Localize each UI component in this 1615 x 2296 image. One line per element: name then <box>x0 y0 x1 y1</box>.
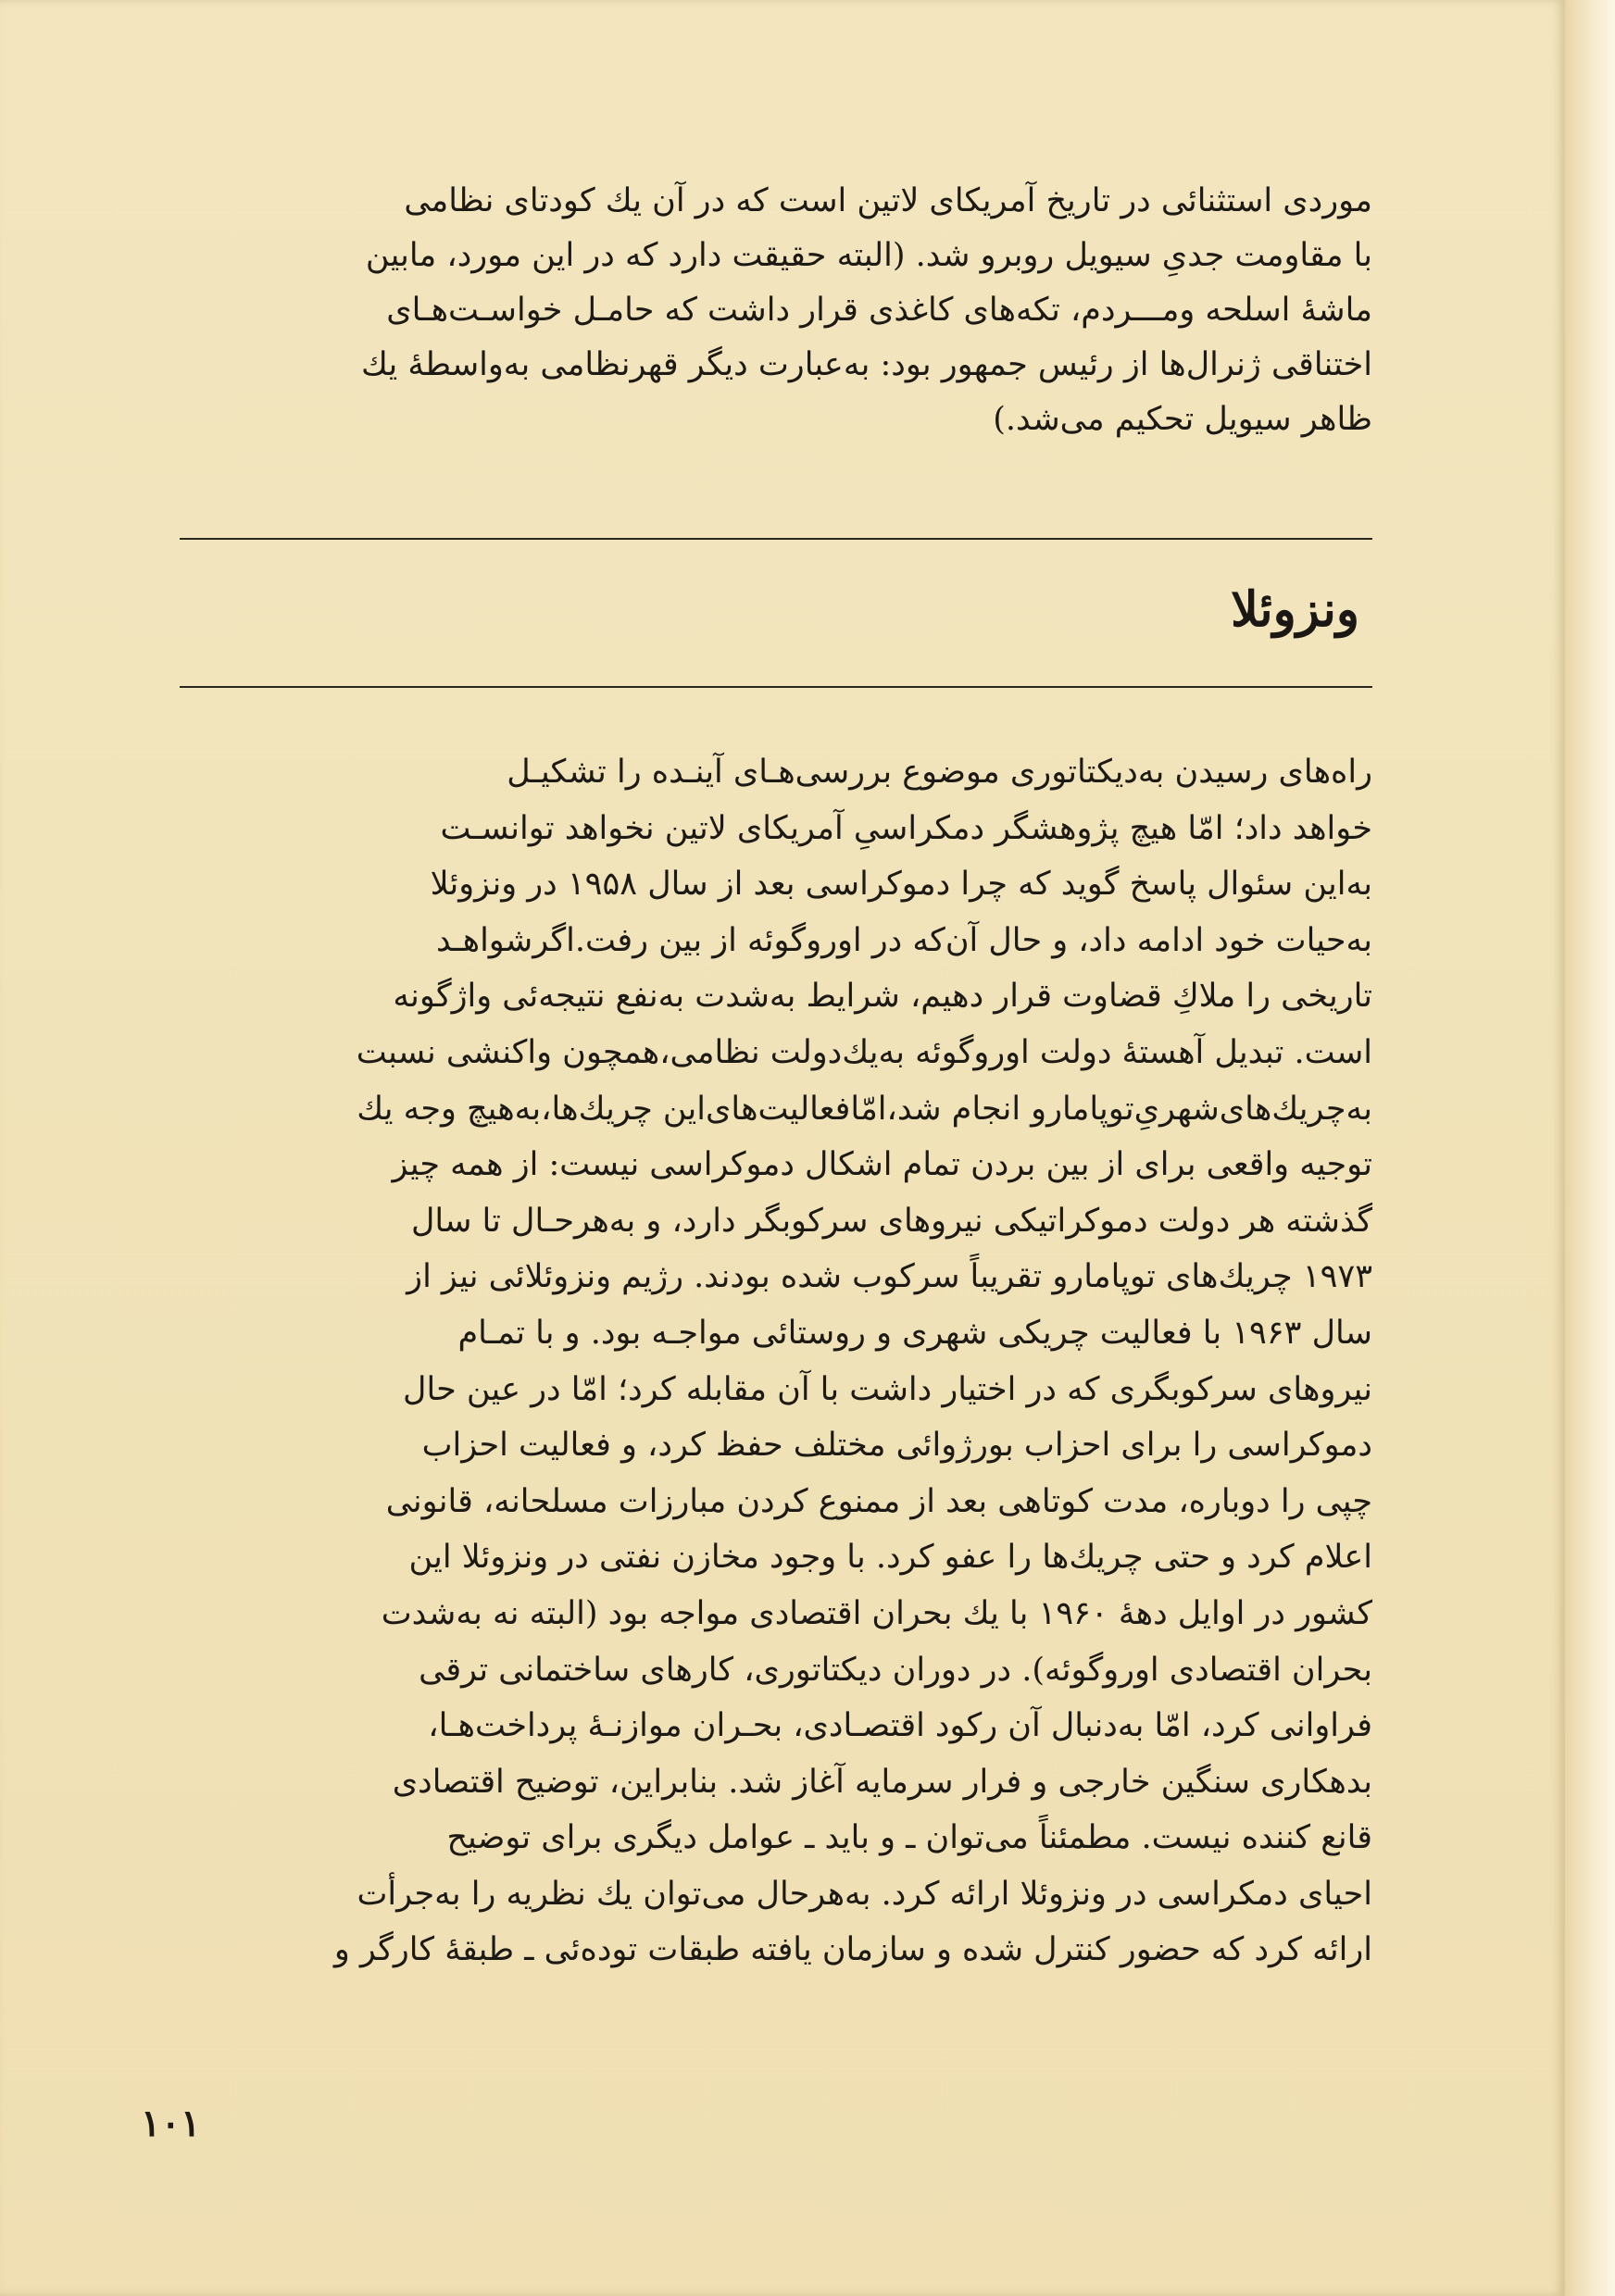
intro-paragraph: موردی استثنائی در تاریخ آمریکای لاتین است که در آن یك کودتای نظامی با مقاومت جدیِ سیویل روبرو شد. (البته حقیقت دارد که در این مورد، مابین ماشهٔ اسلحه ومـــردم، تکه‌های کاغذی قرار داشت که حامـل خواسـت‌هـای اختناقی ژنرال‌ها از رئیس جمهور بود: به‌عبارت دیگر قهرنظامی به‌واسطهٔ یك ظاهر سیویل تحکیم می‌شد.) <box>361 182 1372 438</box>
bottom-divider <box>180 686 1372 688</box>
top-divider <box>180 538 1372 540</box>
body-paragraph: راه‌های رسیدن به‌دیکتاتوری موضوع بررسی‌هـای آینـده را تشکیـل خواهد داد؛ امّا هیچ پژوهشگر دمکراسیِ آمریکای لاتین نخواهد توانسـت به‌این سئوال پاسخ گوید که چرا دموکراسی بعد از سال ۱۹۵۸ در ونزوئلا به‌حیات خود ادامه داد، و حال آن‌که در اوروگوئه از بین رفت.اگرشواهـد تاریخی را ملاكِ قضاوت قرار دهیم، شرایط به‌شدت به‌نفع نتیجه‌ئی واژگونه است. تبدیل آهستهٔ دولت اوروگوئه به‌یك‌دولت نظامی،همچون واکنشی نسبت به‌چریك‌های‌شهریِ‌توپامارو انجام شد،امّافعالیت‌های‌این چریك‌ها،به‌هیچ وجه یك توجیه واقعی برای از بین بردن تمام اشکال دموکراسی نیست: از همه چیز گذشته هر دولت دموکراتیکی نیروهای سرکوبگر دارد، و به‌هرحـال تا سال ۱۹۷۳ چریك‌های توپامارو تقریباً سرکوب شده بودند. رژیم ونزوئلائی نیز از سال ۱۹۶۳ با فعالیت چریکی شهری و روستائی مواجـه بود. و با تمـام نیروهای سرکوبگری که در اختیار داشت با آن مقابله کرد؛ امّا در عین حال دموکراسی را برای احزاب بورژوائی مختلف حفظ کرد، و فعالیت احزاب چپی را دوباره، مدت کوتاهی بعد از ممنوع کردن مبارزات مسلحانه، قانونی اعلام کرد و حتی چریك‌ها را عفو کرد. با وجود مخازن نفتی در ونزوئلا این کشور در اوایل دههٔ ۱۹۶۰ با یك بحران اقتصادی مواجه بود (البته نه به‌شدت بحران اقتصادی اوروگوئه). در دوران دیکتاتوری، کارهای ساختمانی ترقی فراوانی کرد، امّا به‌دنبال آن رکود اقتصـادی، بحـران موازنـهٔ پرداخت‌هـا، بدهکاری سنگین خارجی و فرار سرمایه آغاز شد. بنابراین، توضیح اقتصادی قانع کننده نیست. مطمئناً می‌توان ـ و باید ـ عوامل دیگری برای توضیح احیای دمکراسی در ونزوئلا ارائه کرد. به‌هرحال می‌توان یك نظریه را به‌جرأت ارائه کرد که حضور کنترل شده و سازمان یافته طبقات توده‌ئی ـ طبقهٔ کارگر و <box>333 754 1372 1969</box>
page-edge <box>1565 0 1615 2296</box>
page-number: ۱۰۱ <box>141 2102 201 2145</box>
section-heading: ونزوئلا <box>1231 581 1359 638</box>
